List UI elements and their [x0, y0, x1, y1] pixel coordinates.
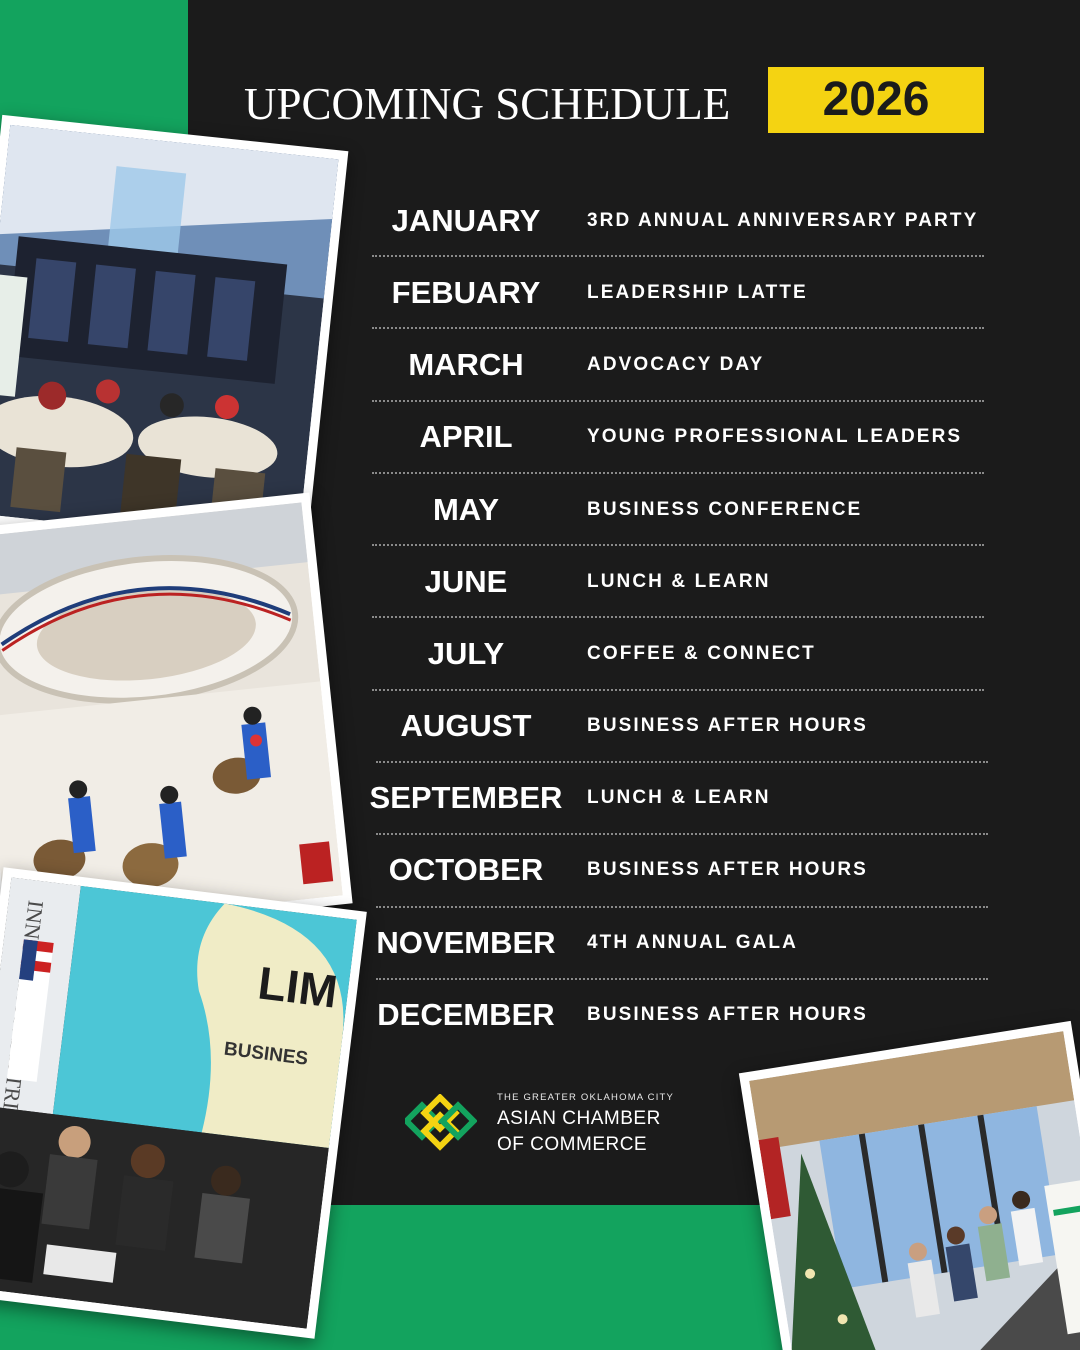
chamber-logo: [405, 1088, 695, 1160]
month-label: JUNE: [424, 564, 508, 599]
row-divider: [376, 906, 988, 908]
year-label: 2026: [822, 73, 930, 126]
row-divider: [372, 327, 984, 329]
event-label: BUSINESS CONFERENCE: [587, 499, 863, 520]
event-label: YOUNG PROFESSIONAL LEADERS: [587, 426, 963, 447]
month-label: MARCH: [408, 347, 524, 382]
event-label: 4TH ANNUAL GALA: [587, 932, 798, 953]
photo-group-holiday: [739, 1021, 1080, 1350]
month-label: JANUARY: [391, 203, 541, 238]
photo-ballroom-image: [0, 125, 338, 547]
month-label: APRIL: [419, 419, 513, 454]
month-label: DECEMBER: [377, 997, 555, 1032]
month-label: FEBUARY: [391, 275, 541, 310]
row-divider: [372, 689, 984, 691]
row-divider: [376, 761, 988, 763]
row-divider: [372, 544, 984, 546]
row-divider: [372, 472, 984, 474]
logo-tagline: THE GREATER OKLAHOMA CITY: [497, 1092, 675, 1103]
row-divider: [376, 833, 988, 835]
event-label: BUSINESS AFTER HOURS: [587, 859, 868, 880]
row-divider: [372, 616, 984, 618]
month-label: NOVEMBER: [376, 925, 556, 960]
event-label: LUNCH & LEARN: [587, 787, 771, 808]
event-label: ADVOCACY DAY: [587, 354, 765, 375]
event-label: BUSINESS AFTER HOURS: [587, 715, 868, 736]
event-label: LEADERSHIP LATTE: [587, 282, 808, 303]
month-label: OCTOBER: [388, 852, 544, 887]
banner-text: DISTRICT: [0, 1037, 32, 1139]
photo-drum-image: [0, 502, 343, 930]
photo-group-image: [749, 1031, 1080, 1350]
photo-conference-stage: [0, 867, 367, 1338]
event-label: LUNCH & LEARN: [587, 571, 771, 592]
event-label: 3RD ANNUAL ANNIVERSARY PARTY: [587, 210, 979, 231]
year-badge: [768, 67, 984, 133]
row-divider: [372, 255, 984, 257]
month-label: SEPTEMBER: [369, 780, 563, 815]
month-label: MAY: [432, 492, 500, 527]
stage-screen-text: LIM: [255, 956, 341, 1018]
logo-name-line1: ASIAN CHAMBER: [497, 1108, 661, 1129]
month-label: AUGUST: [400, 708, 532, 743]
event-label: BUSINESS AFTER HOURS: [587, 1004, 868, 1025]
diamond-knot-icon: [405, 1094, 477, 1154]
page-title: UPCOMING SCHEDULE: [244, 79, 731, 129]
event-label: COFFEE & CONNECT: [587, 643, 816, 664]
photo-conference-image: [0, 877, 357, 1328]
month-label: JULY: [427, 636, 505, 671]
row-divider: [376, 978, 988, 980]
logo-name-line2: OF COMMERCE: [497, 1134, 648, 1155]
row-divider: [372, 400, 984, 402]
stage-screen-subtext: BUSINES: [222, 1038, 310, 1070]
photo-ballroom-dinner: [0, 115, 348, 557]
